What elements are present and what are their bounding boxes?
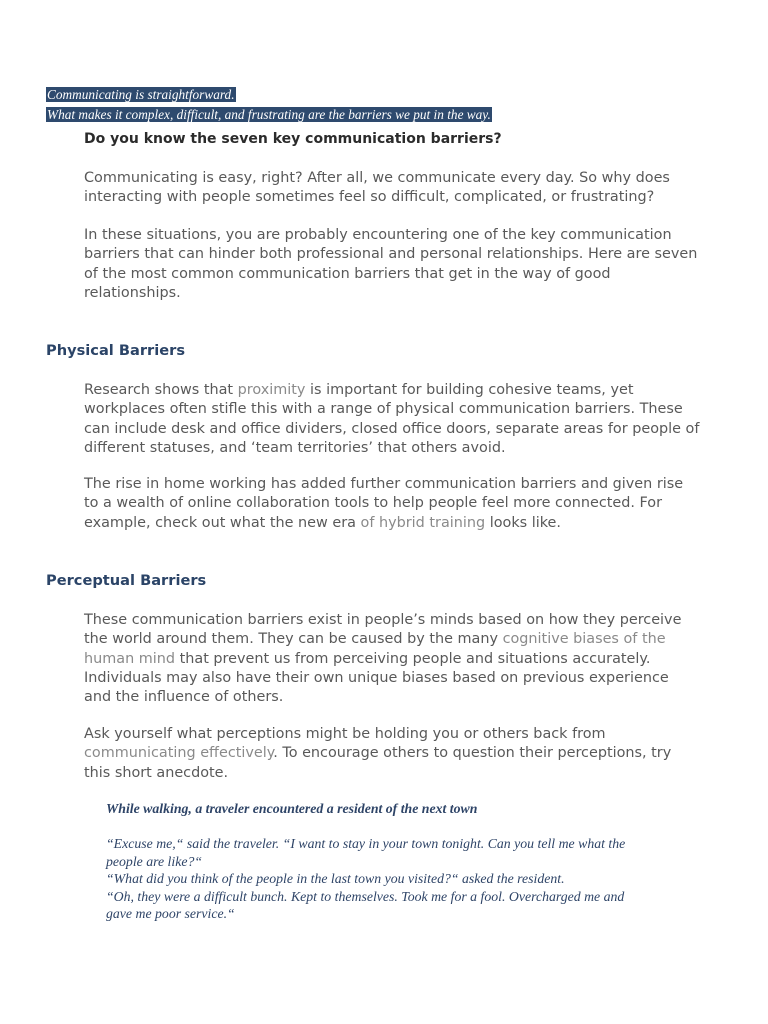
link-proximity[interactable]: proximity xyxy=(237,382,306,398)
text-line: barriers that can hinder both professional and personal relationships. Here are seven xyxy=(84,246,698,263)
text-segment: example, check out what the new era xyxy=(84,514,361,531)
lead-question: Do you know the seven key communication barriers? xyxy=(84,131,502,147)
text-line: “Oh, they were a difficult bunch. Kept to themselves. Took me for a fool. Overcharged me and xyxy=(106,888,625,904)
text-segment: that prevent us from perceiving people and situations accurately. xyxy=(175,650,651,667)
text-line: workplaces often stifle this with a range of physical communication barriers. These xyxy=(84,401,683,418)
text-line: can include desk and office dividers, closed office doors, separate areas for people of xyxy=(84,420,700,437)
intro-paragraph-1 xyxy=(84,169,670,208)
link-communicating-effectively[interactable]: communicating effectively xyxy=(84,745,274,762)
perceptual-paragraph-2 xyxy=(84,725,671,783)
link-hybrid-training[interactable]: of hybrid training xyxy=(360,514,486,531)
heading-perceptual-barriers: Perceptual Barriers xyxy=(46,572,207,589)
intro-quote-line-2: What makes it complex, difficult, and frustrating are the barriers we put in the way. xyxy=(47,107,491,122)
text-line: These communication barriers exist in people’s minds based on how they perceive xyxy=(84,612,682,628)
text-segment: Research shows that xyxy=(84,382,238,398)
text-segment: . To encourage others to question their perceptions, try xyxy=(273,745,672,762)
anecdote-body xyxy=(106,835,625,923)
heading-physical-barriers: Physical Barriers xyxy=(46,342,186,359)
intro-quote xyxy=(46,84,492,124)
text-line: of the most common communication barriers that get in the way of good xyxy=(84,265,611,282)
text-line: gave me poor service.“ xyxy=(106,906,235,922)
text-line: this short anecdote. xyxy=(84,764,229,781)
text-line: “Excuse me,“ said the traveler. “I want to stay in your town tonight. Can you tell me what the xyxy=(106,836,626,851)
text-line: and the influence of others. xyxy=(84,689,284,706)
text-line: people are like?“ xyxy=(106,853,203,869)
text-line: In these situations, you are probably encountering one of the key communication xyxy=(84,227,672,243)
text-line: interacting with people sometimes feel so difficult, complicated, or frustrating? xyxy=(84,189,655,206)
text-line: The rise in home working has added further communication barriers and given rise xyxy=(84,476,684,492)
link-cognitive-biases[interactable]: cognitive biases of the xyxy=(502,631,666,648)
perceptual-paragraph-1 xyxy=(84,611,681,707)
text-line: Ask yourself what perceptions might be holding you or others back from xyxy=(84,726,606,742)
text-line: “What did you think of the people in the last town you visited?“ asked the resident. xyxy=(106,871,565,887)
text-line: relationships. xyxy=(84,284,181,301)
intro-quote-line-1: Communicating is straightforward. xyxy=(47,87,235,102)
intro-paragraph-2 xyxy=(84,226,697,303)
physical-paragraph-1 xyxy=(84,381,699,458)
text-line: Communicating is easy, right? After all, we communicate every day. So why does xyxy=(84,170,670,186)
text-line: to a wealth of online collaboration tools to help people feel more connected. For xyxy=(84,495,663,512)
text-segment: looks like. xyxy=(485,514,561,531)
text-segment: the world around them. They can be caused by the many xyxy=(84,631,503,648)
text-line: Individuals may also have their own unique biases based on previous experience xyxy=(84,669,669,686)
link-human-mind[interactable]: human mind xyxy=(84,650,176,667)
anecdote-title: While walking, a traveler encountered a resident of the next town xyxy=(106,801,478,816)
physical-paragraph-2 xyxy=(84,475,683,533)
text-segment: is important for building cohesive teams, yet xyxy=(305,382,634,398)
text-line: different statuses, and ‘team territories’ that others avoid. xyxy=(84,439,506,456)
